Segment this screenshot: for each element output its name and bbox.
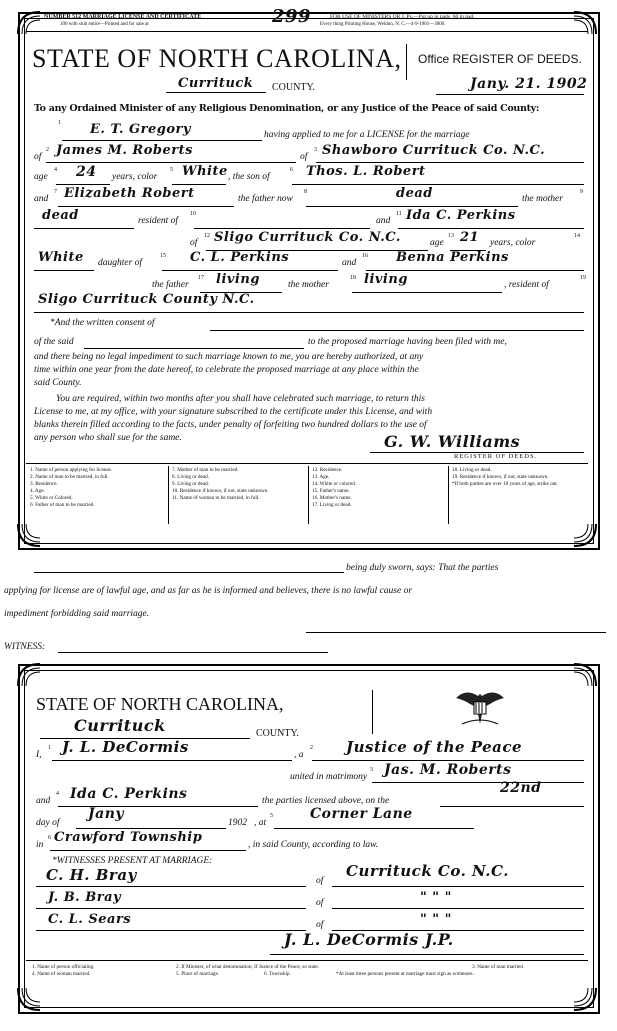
mother-status: dead (42, 208, 79, 223)
resident-of-label-2: , resident of (504, 280, 549, 290)
footnote-5: 5 (170, 167, 173, 173)
bride-mother-line (366, 270, 584, 271)
stamp-number: 299 (272, 6, 312, 27)
officiant-signature: J. L. DeCormis J.P. (284, 930, 454, 949)
legend-column-4 (452, 467, 558, 488)
legend-divider (308, 466, 309, 524)
header-strip-right: FOR USE OF MINISTERS OR J. Ps.—Put up in pads, 60 in pad. (330, 14, 475, 20)
footnote-1: 1 (58, 120, 61, 126)
groom-color: White (182, 164, 228, 179)
cert-and-label: and (36, 796, 51, 806)
marriage-year: 1902 (228, 818, 247, 828)
the-mother-label-2: the mother (288, 280, 329, 290)
marriage-month-line (76, 828, 226, 829)
legend-column-3 (312, 467, 356, 509)
legend-item: 5. White or Colored. (30, 495, 73, 501)
at-label: , at (254, 818, 267, 828)
corner-ornament-icon (16, 522, 42, 548)
age-label-2: age (430, 238, 444, 248)
legend-item: 19. Residence if known, if not, state unknown. (452, 474, 549, 480)
consent-name-line (210, 330, 584, 331)
legend-top-rule (26, 463, 588, 464)
marriage-day: 22nd (500, 780, 542, 796)
paragraph-2a: You are required, within two months after you shall have celebrated such marriage, to return this (56, 394, 425, 404)
corner-ornament-icon (572, 522, 598, 548)
marriage-place-line (274, 828, 474, 829)
groom-age-line (56, 184, 110, 185)
legend-item: 1. Name of person officiating. (32, 964, 95, 970)
footnote-16: 16 (362, 253, 368, 259)
applicant-line (62, 140, 262, 141)
father-now-label: the father now (238, 194, 293, 204)
footnote-3: 3 (314, 147, 317, 153)
certificate-county-value: Currituck (74, 716, 166, 735)
corner-ornament-icon (572, 986, 598, 1012)
county-label: COUNTY. (272, 82, 315, 93)
paragraph-1b: and there being no legal impediment to such marriage known to me, you are hereby authorized, at any (34, 352, 424, 362)
father-status: dead (396, 186, 433, 201)
certificate-legend-col-2 (176, 964, 319, 978)
header-rule (26, 31, 588, 32)
cert-footnote-2: 2 (310, 745, 313, 751)
witness-of-label: of (316, 898, 324, 908)
consent-text: to the proposed marriage having been filed with me, (308, 337, 507, 347)
corner-ornament-icon (572, 662, 598, 688)
and-label: and (34, 194, 49, 204)
witness-label: WITNESS: (4, 642, 46, 652)
footnote-6: 6 (290, 167, 293, 173)
bride-mother-status-line (352, 292, 502, 293)
witness-name: C. L. Sears (48, 912, 132, 927)
footnote-2: 2 (46, 147, 49, 153)
certificate-legend-col-4 (264, 971, 291, 978)
bride-line (398, 228, 584, 229)
legend-item: 4. Name of woman married. (32, 971, 91, 977)
paragraph-1d: said County. (34, 378, 82, 388)
legend-item: 1. Name of person applying for license. (30, 467, 113, 473)
in-label: in (36, 840, 44, 850)
legend-item: 3. Residence. (30, 481, 58, 487)
legend-item: 4. Age. (30, 488, 45, 494)
of-label: of (34, 152, 42, 162)
consent-line: *And the written consent of (50, 318, 155, 328)
bride-color: White (38, 250, 84, 265)
legend-item: 11. Name of woman to be married, in full. (172, 495, 260, 501)
certificate-county-label: COUNTY. (256, 728, 299, 739)
witness-place-line (332, 886, 584, 887)
certificate-groom: Jas. M. Roberts (384, 762, 512, 778)
groom-parents-residence-line (194, 228, 370, 229)
witness-place: " " " (420, 890, 452, 905)
groom-residence-line (316, 162, 584, 163)
witness-of-label: of (316, 876, 324, 886)
affiant-line (34, 572, 344, 573)
groom-line (46, 162, 296, 163)
corner-ornament-icon (16, 986, 42, 1012)
state-title: STATE OF NORTH CAROLINA, (32, 44, 402, 73)
the-father-label: the father (152, 280, 189, 290)
cert-footnote-5: 5 (270, 813, 273, 819)
footnote-8: 8 (304, 189, 307, 195)
mother-status-line (34, 228, 134, 229)
applied-text: having applied to me for a LICENSE for the marriage (264, 130, 470, 140)
resident-of-label: resident of (138, 216, 179, 226)
certificate-legend-col-1 (32, 964, 94, 978)
groom-name: James M. Roberts (56, 143, 193, 158)
witness-place: Currituck Co. N.C. (346, 862, 509, 880)
affidavit-line-1: being duly sworn, says: That the parties (346, 563, 499, 573)
legend-item: 5. Place of marriage. (176, 971, 220, 977)
of-label-2: of (300, 152, 308, 162)
groom-father-line (292, 184, 584, 185)
bride-father: C. L. Perkins (190, 250, 290, 265)
office-bracket (406, 44, 407, 80)
and-label-2: and (376, 216, 391, 226)
certificate-groom-line (372, 782, 584, 783)
footnote-9: 9 (580, 189, 583, 195)
marriage-township: Crawford Township (54, 830, 203, 845)
legend-item: 2. If Minister, of what denomination; If Justice of the Peace, so state. (176, 964, 319, 970)
corner-ornament-icon (16, 10, 42, 36)
certificate-legend-rule (26, 960, 588, 961)
certificate-legend-col-3 (472, 964, 524, 971)
bride-family-residence: Sligo Currituck County N.C. (38, 292, 255, 307)
footnote-4: 4 (54, 167, 57, 173)
legend-item: 15. Father's name. (312, 488, 350, 494)
legend-column-2 (172, 467, 269, 502)
legend-item: 13. Age. (312, 474, 330, 480)
legend-item: 12. Residence. (312, 467, 343, 473)
witness-name: C. H. Bray (46, 866, 137, 884)
header-strip-sub: 100 with stub entire—Printed and for sale at (60, 22, 149, 27)
cert-footnote-6: 6 (48, 835, 51, 841)
eagle-seal-icon (452, 684, 508, 728)
bride-color-line (34, 270, 94, 271)
legend-divider (448, 466, 449, 524)
office-label: Office REGISTER OF DEEDS. (418, 52, 582, 66)
certificate-state-title: STATE OF NORTH CAROLINA, (36, 694, 284, 714)
corner-ornament-icon (572, 10, 598, 36)
footnote-11: 11 (396, 211, 402, 217)
marriage-month: Jany (88, 806, 125, 822)
witness-name-line (36, 908, 306, 909)
affidavit-sign-line (306, 632, 606, 633)
groom-mother-line (58, 206, 234, 207)
officiant-title-line (312, 760, 584, 761)
cert-footnote-3: 3 (370, 767, 373, 773)
parties-label: the parties licensed above, on the (262, 796, 390, 806)
footnote-12: 12 (204, 233, 210, 239)
legend-item: 17. Living or dead. (312, 502, 352, 508)
day-of-label: day of (36, 818, 60, 828)
corner-ornament-icon (16, 662, 42, 688)
legend-item: 18. Living or dead. (452, 467, 492, 473)
salutation: To any Ordained Minister of any Religious Denomination, or any Justice of the Peace of said County: (34, 103, 540, 114)
officiant-name: J. L. DeCormis (62, 738, 189, 756)
footnote-15: 15 (160, 253, 166, 259)
marriage-day-line (440, 806, 584, 807)
legend-item: 14. White or colored. (312, 481, 357, 487)
applicant-name: E. T. Gregory (90, 122, 191, 137)
groom-age: 24 (76, 164, 97, 180)
consent-said-line (84, 348, 304, 349)
bride-father-status: living (216, 272, 260, 287)
header-strip-sub-right: Every thing Printing House, Weldon, N. C.—4-9-1901—3000. (320, 22, 446, 27)
paragraph-1c: time within one year from the date hereof, to celebrate the proposed marriage at any place within the (34, 365, 419, 375)
header-strip: NUMBER 512 MARRIAGE LICENSE AND CERTIFICATE (44, 14, 202, 20)
license-date: Jany. 21. 1902 (470, 76, 588, 92)
officiant-line (52, 760, 292, 761)
certificate-legend-col-5 (336, 971, 474, 978)
the-mother-label: the mother (522, 194, 563, 204)
marriage-place: Corner Lane (310, 806, 413, 822)
date-line (436, 94, 584, 95)
bride-residence: Sligo Currituck Co. N.C. (214, 230, 401, 245)
a-label: , a (294, 750, 304, 760)
legend-item: 6. Father of man to be married. (30, 502, 95, 508)
legend-item: 9. Living or dead. (172, 481, 210, 487)
groom-residence: Shawboro Currituck Co. N.C. (322, 143, 546, 158)
and-label-3: and (342, 258, 357, 268)
groom-color-line (172, 184, 226, 185)
county-line (166, 92, 266, 93)
witness-name: J. B. Bray (48, 890, 122, 905)
legend-item: 10. Residence if known, if not, state unknown. (172, 488, 269, 494)
officiant-signature-line (270, 954, 584, 955)
register-signature: G. W. Williams (384, 432, 521, 451)
witness-name-line (36, 886, 306, 887)
cert-footnote-1: 1 (48, 745, 51, 751)
certificate-bride: Ida C. Perkins (70, 786, 188, 802)
cert-footnote-4: 4 (56, 791, 59, 797)
bride-family-residence-line (34, 312, 584, 313)
footnote-19: 19 (580, 275, 586, 281)
legend-item: 6. Township. (264, 971, 291, 977)
footnote-7: 7 (54, 189, 57, 195)
paragraph-2b: License to me, at my office, with your signature subscribed to the certificate under this License, and with (34, 407, 433, 417)
footnote-10: 10 (190, 211, 196, 217)
years-color-label-2: years, color (490, 238, 536, 248)
witness-name-line (36, 930, 306, 931)
officiant-title: Justice of the Peace (346, 738, 523, 756)
bride-name: Ida C. Perkins (406, 208, 516, 223)
groom-mother: Elizabeth Robert (64, 186, 195, 201)
united-label: united in matrimony (290, 772, 368, 782)
register-label: REGISTER OF DEEDS. (454, 453, 538, 460)
witness-of-label: of (316, 920, 324, 930)
legend-column-1 (30, 467, 112, 509)
legend-item: 16. Mother's name. (312, 495, 352, 501)
daughter-of-label: daughter of (98, 258, 143, 268)
witnesses-label: *WITNESSES PRESENT AT MARRIAGE: (52, 856, 213, 866)
county-value: Currituck (178, 76, 254, 91)
of-label-3: of (190, 238, 198, 248)
witness-place-line (332, 908, 584, 909)
in-county-label: , in said County, according to law. (248, 840, 379, 850)
i-label: I, (36, 750, 42, 760)
legend-item: 2. Name of man to be married, in full. (30, 474, 109, 480)
affidavit-line-2: applying for license are of lawful age, and as far as he is informed and believes, there is no lawful cause or (4, 586, 413, 596)
years-color-label: years, color (112, 172, 158, 182)
witness-line (58, 652, 328, 653)
bride-father-line (162, 270, 338, 271)
legend-item: *If both parties are over 18 years of age, strike out. (452, 481, 559, 487)
of-the-said-label: of the said (34, 337, 74, 347)
father-status-line (306, 206, 518, 207)
legend-divider (168, 466, 169, 524)
paragraph-2c: blanks therein filled according to the facts, under penalty of forfeiting two hundred dollars to the use of (34, 420, 427, 430)
son-of-label: , the son of (228, 172, 270, 182)
legend-item: 7. Mother of man to be married. (172, 467, 239, 473)
witness-place: " " " (420, 912, 452, 927)
bride-age: 21 (460, 230, 480, 245)
legend-item: *At least three persons present at marriage must sign as witnesses. (336, 971, 474, 977)
bride-mother-status: living (364, 272, 408, 287)
paragraph-2d: any person who shall sue for the same. (34, 433, 182, 443)
footnote-18: 18 (350, 275, 356, 281)
footnote-13: 13 (448, 233, 454, 239)
footnote-17: 17 (198, 275, 204, 281)
marriage-township-line (50, 850, 246, 851)
bride-mother: Benna Perkins (396, 250, 509, 265)
groom-father: Thos. L. Robert (306, 164, 426, 179)
footnote-14: 14 (574, 233, 580, 239)
legend-item: 3. Name of man married. (472, 964, 525, 970)
certificate-bracket (372, 690, 373, 734)
legend-item: 8. Living or dead. (172, 474, 210, 480)
affidavit-line-3: impediment forbidding said marriage. (4, 609, 150, 619)
age-label: age (34, 172, 48, 182)
